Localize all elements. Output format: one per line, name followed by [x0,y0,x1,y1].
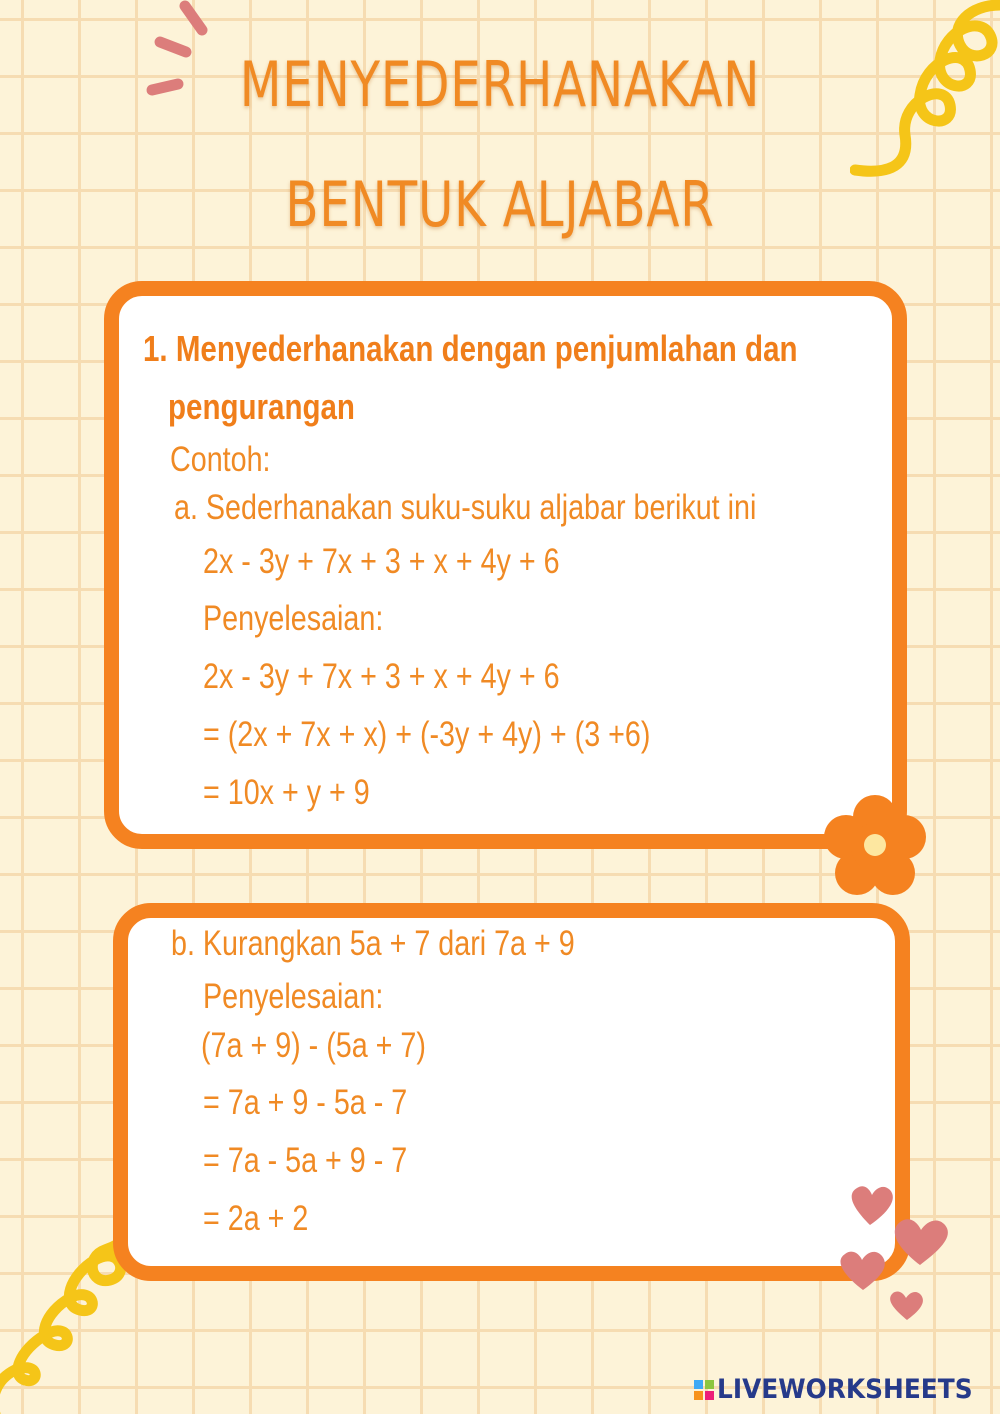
item-b-step2: = 7a + 9 - 5a - 7 [203,1083,408,1122]
item-a-instruction: a. Sederhanakan suku-suku aljabar berikut ini [174,488,757,527]
page-title-line1: MENYEDERHANAKAN [239,48,761,121]
item-a-step1: 2x - 3y + 7x + 3 + x + 4y + 6 [203,657,560,696]
section1-heading-line2: pengurangan [168,386,355,427]
page-title-line2: BENTUK ALJABAR [285,168,715,241]
item-a-step2: = (2x + 7x + x) + (-3y + 4y) + (3 +6) [203,715,651,754]
item-b-step3: = 7a - 5a + 9 - 7 [203,1141,408,1180]
liveworksheets-brand-text: LIVEWORKSHEETS [717,1374,973,1405]
item-a-penyelesaian-label: Penyelesaian: [203,599,384,638]
item-a-step3: = 10x + y + 9 [203,773,370,812]
flower-icon [820,795,930,900]
section1-heading-line1: 1. Menyederhanakan dengan penjumlahan dan [143,328,798,369]
liveworksheets-logo [694,1374,995,1405]
liveworksheets-logo-icon [694,1380,714,1400]
item-b-step4: = 2a + 2 [203,1199,309,1238]
item-a-expression: 2x - 3y + 7x + 3 + x + 4y + 6 [203,542,560,581]
hearts-icon [825,1180,965,1325]
item-b-instruction: b. Kurangkan 5a + 7 dari 7a + 9 [171,924,575,963]
item-b-penyelesaian-label: Penyelesaian: [203,977,384,1016]
item-b-step1: (7a + 9) - (5a + 7) [201,1026,426,1065]
contoh-label: Contoh: [170,440,271,479]
